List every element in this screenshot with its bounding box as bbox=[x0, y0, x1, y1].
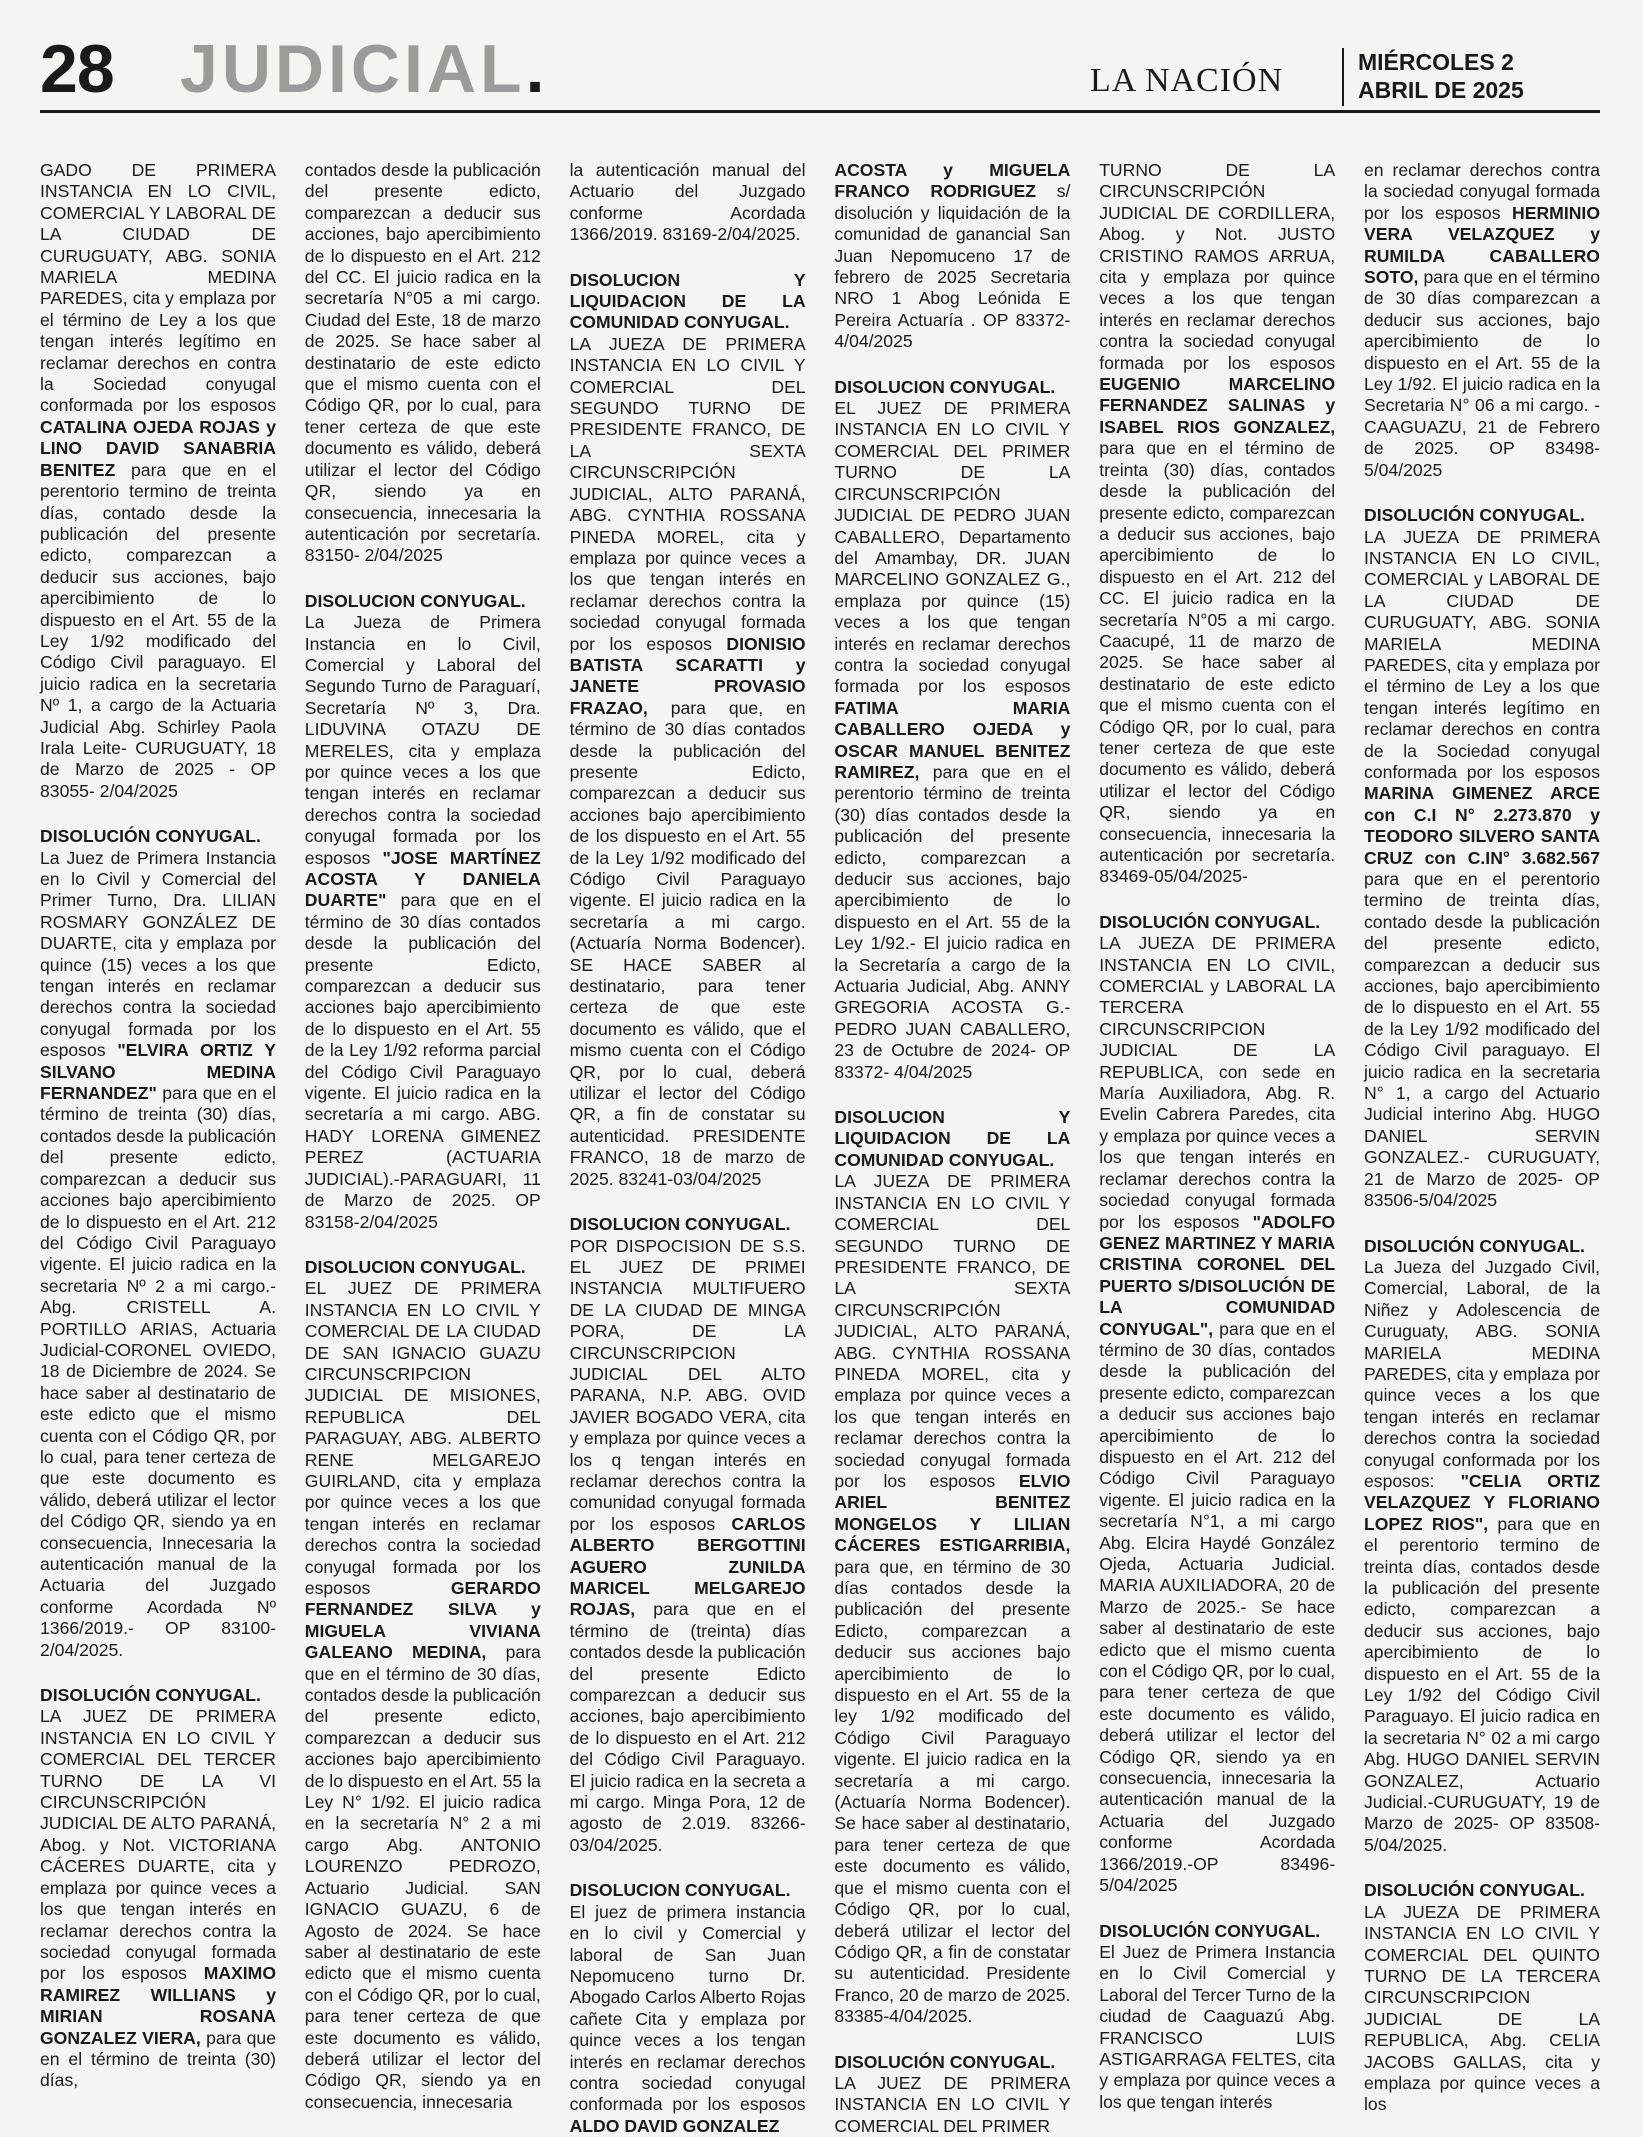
column-2 bbox=[304, 160, 541, 2112]
notice-text: en reclamar derechos contra la sociedad conyugal formada por los esposos bbox=[1364, 160, 1600, 223]
edict-notice bbox=[570, 270, 806, 1190]
notice-names: ELVIO ARIEL BENITEZ MONGELOS Y LILIAN CÁCERES ESTIGARRIBIA, bbox=[834, 1470, 1071, 1556]
edict-notice bbox=[1364, 505, 1600, 1211]
edict-notice bbox=[834, 377, 1070, 1083]
notice-title: DISOLUCIÓN CONYUGAL. bbox=[1364, 1235, 1585, 1256]
edict-notice bbox=[834, 1107, 1070, 2027]
notice-text: LA JUEZ DE PRIMERA INSTANCIA EN LO CIVIL Y COMERCIAL DEL PRIMER bbox=[834, 2072, 1071, 2136]
edict-columns bbox=[40, 160, 1601, 2136]
notice-text: El juez de primera instancia en lo civil y Comercial y laboral de San Juan Nepomuceno turno Dr. Abogado Carlos Alberto Rojas cañete Cita y emplaza por quince veces a los tengan interés en reclamar derechos contra sociedad conyugal conformada por los esposos bbox=[569, 1901, 806, 2115]
edict-notice bbox=[1099, 1921, 1335, 2114]
date-line-1: MIÉRCOLES 2 bbox=[1358, 49, 1514, 75]
notice-text: LA JUEZA DE PRIMERA INSTANCIA EN LO CIVIL, COMERCIAL y LABORAL DE LA CIUDAD DE CURUGUATY, ABG. SONIA MARIELA MEDINA PAREDES, cita y emplaza por el término de Ley a los que tengan interés legítimo en reclamar derechos en contra de la Sociedad conyugal conformada por los esposos bbox=[1364, 526, 1600, 782]
notice-names: ACOSTA y MIGUELA FRANCO RODRIGUEZ bbox=[834, 160, 1071, 202]
notice-names: CARLOS ALBERTO BERGOTTINI AGUERO ZUNILDA MARICEL MELGAREJO ROJAS, bbox=[569, 1513, 806, 1620]
notice-title: DISOLUCION CONYUGAL. bbox=[569, 1880, 791, 1901]
column-5 bbox=[1099, 160, 1336, 2112]
column-1 bbox=[40, 160, 277, 2091]
notice-text: La Jueza del Juzgado Civil, Comercial, Laboral, de la Niñez y Adolescencia de Curuguaty, ABG. SONIA MARIELA MEDINA PAREDES, cita y emplaza por quince veces a los que tengan interés en reclamar derechos contra la sociedad conyugal conformada por los esposos: bbox=[1364, 1256, 1600, 1491]
masthead bbox=[40, 24, 1600, 113]
notice-title: DISOLUCION CONYUGAL. bbox=[569, 1214, 791, 1235]
edict-notice bbox=[834, 160, 1070, 353]
notice-text-continued: para que en el perentorio término de treinta (30) días contados desde la publicación del presente edicto, comparezcan a deducir sus acciones, bajo apercibimiento de lo dispuesto en el Art. 55 de la Ley 1/92.- El juicio radica en la Secretaría a cargo de la Actuaria Judicial, Abg. ANNY GREGORIA ACOSTA G.-PEDRO JUAN CABALLERO, 23 de Octubre de 2024- OP 83372- 4/04/2025 bbox=[834, 761, 1071, 1082]
edict-notice bbox=[305, 591, 541, 1233]
notice-names: "ADOLFO GENEZ MARTINEZ Y MARIA CRISTINA CORONEL DEL PUERTO S/DISOLUCIÓN DE LA COMUNIDAD CONYUGAL", bbox=[1099, 1211, 1336, 1339]
notice-title: DISOLUCION Y LIQUIDACION DE LA COMUNIDAD CONYUGAL. bbox=[834, 1107, 1071, 1170]
notice-text-continued: para que en el término de treinta (30) días, contados desde la publicación del presente edicto, comparezcan a deducir sus acciones, bajo apercibimiento de lo dispuesto en el Art. 212 del CC. El juicio radica en la secretaría N°05 a mi cargo. Caacupé, 11 de marzo de 2025. Se hace saber al destinatario de este edicto que el mismo cuenta con el Código QR, por lo cual, para tener certeza de que este documento es válido, deberá utilizar el lector del Código QR, siendo ya en consecuencia, innecesaria la autenticación por secretaría. 83469-05/04/2025- bbox=[1099, 438, 1336, 887]
header-divider bbox=[1342, 48, 1344, 106]
notice-names: "JOSE MARTÍNEZ ACOSTA Y DANIELA DUARTE" bbox=[304, 847, 541, 911]
edict-notice bbox=[1364, 1236, 1600, 1857]
notice-text-continued: para que en el término de treinta (30) días, contados desde la publicación del presente edicto, comparezcan a deducir sus acciones bajo apercibimiento de lo dispuesto en el Art. 212 del Código Civil Paraguayo vigente. El juicio radica en la secretaria Nº 2 a mi cargo.- Abg. CRISTELL A. PORTILLO ARIAS, Actuaria Judicial-CORONEL OVIEDO, 18 de Diciembre de 2024. Se hace saber al destinatario de este edicto que el mismo cuenta con el Código QR, por lo cual, para tener certeza de que este documento es válido, deberá utilizar el lector del Código QR, siendo ya en consecuencia, Innecesaria la autenticación manual de la Actuaria del Juzgado conforme Acordada Nº 1366/2019.- OP 83100-2/04/2025. bbox=[40, 1083, 277, 1660]
column-4 bbox=[834, 160, 1071, 2136]
notice-text: contados desde la publicación del presente edicto, comparezcan a deducir sus acciones, bajo apercibimiento de lo dispuesto en el Art. 212 del CC. El juicio radica en la secretaría N°05 a mi cargo. Ciudad del Este, 18 de marzo de 2025. Se hace saber al destinatario de este edicto que el mismo cuenta con el Código QR, por lo cual, para tener certeza de que este documento es válido, deberá utilizar el lector del Código QR, siendo ya en consecuencia, innecesaria la autenticación por secretaría. 83150- 2/04/2025 bbox=[304, 160, 541, 566]
notice-title: DISOLUCIÓN CONYUGAL. bbox=[1099, 1920, 1321, 1941]
page-number: 28 bbox=[40, 31, 114, 107]
notice-title: DISOLUCIÓN CONYUGAL. bbox=[40, 1685, 261, 1706]
notice-text: LA JUEZ DE PRIMERA INSTANCIA EN LO CIVIL Y COMERCIAL DEL TERCER TURNO DE LA VI CIRCUNSCRIPCIÓN JUDICIAL DE ALTO PARANÁ, Abog. y Not. VICTORIANA CÁCERES DUARTE, cita y emplaza por quince veces a los que tengan interés en reclamar derechos contra la sociedad conyugal formada por los esposos bbox=[40, 1706, 276, 1984]
notice-title: DISOLUCIÓN CONYUGAL. bbox=[40, 826, 261, 847]
notice-title: DISOLUCIÓN CONYUGAL. bbox=[1099, 911, 1321, 932]
notice-names: MARINA GIMENEZ ARCE con C.I N° 2.273.870 y TEODORO SILVERO SANTA CRUZ con C.IN° 3.682.567 bbox=[1364, 783, 1600, 868]
notice-title: DISOLUCION CONYUGAL. bbox=[304, 1256, 526, 1277]
notice-title: DISOLUCIÓN CONYUGAL. bbox=[834, 2051, 1056, 2072]
notice-text-continued: para que en el término de treinta (30) días, bbox=[40, 2027, 276, 2091]
edict-notice bbox=[1099, 160, 1335, 888]
notice-names: "CELIA ORTIZ VELAZQUEZ Y FLORIANO LOPEZ RIOS", bbox=[1364, 1470, 1600, 1534]
edict-notice bbox=[40, 826, 276, 1661]
edict-notice bbox=[570, 160, 806, 246]
notice-names: MAXIMO RAMIREZ WILLIANS y MIRIAN ROSANA GONZALEZ VIERA, bbox=[40, 1963, 277, 2048]
notice-title: DISOLUCIÓN CONYUGAL. bbox=[1364, 1880, 1585, 1901]
notice-text-continued: para que en el perentorio termino de treinta días, contado desde la publicación del presente edicto, comparezcan a deducir sus acciones, bajo apercibimiento de lo dispuesto en el Art. 55 de la Ley 1/92 modificado del Código Civil paraguayo. El juicio radica en la secretaria N° 1, a cargo del Actuario Judicial interino Abg. HUGO DANIEL SERVIN GONZALEZ.- CURUGUATY, 21 de Marzo de 2025- OP 83506-5/04/2025 bbox=[1364, 869, 1600, 1211]
section-dot: . bbox=[525, 31, 549, 107]
publication-date bbox=[1358, 48, 1524, 104]
notice-title: DISOLUCION CONYUGAL. bbox=[834, 376, 1056, 397]
edict-notice bbox=[40, 1685, 276, 2092]
notice-text: LA JUEZA DE PRIMERA INSTANCIA EN LO CIVIL Y COMERCIAL DEL QUINTO TURNO DE LA TERCERA CIRCUNSCRIPCION JUDICIAL DE LA REPUBLICA, Abg. CELIA JACOBS GALLAS, cita y emplaza por quince veces a los bbox=[1364, 1901, 1600, 2115]
notice-names: "ELVIRA ORTIZ Y SILVANO MEDINA FERNANDEZ" bbox=[40, 1040, 276, 1104]
notice-text: LA JUEZA DE PRIMERA INSTANCIA EN LO CIVIL Y COMERCIAL DEL SEGUNDO TURNO DE PRESIDENTE FRANCO, DE LA SEXTA CIRCUNSCRIPCIÓN JUDICIAL, ALTO PARANÁ, ABG. CYNTHIA ROSSANA PINEDA MOREL, cita y emplaza por quince veces a los que tengan interés en reclamar derechos contra la sociedad conyugal formada por los esposos bbox=[569, 333, 806, 654]
edict-notice bbox=[834, 2052, 1070, 2137]
notice-text-continued: para que, en término de 30 días contados desde la publicación del presente Edicto, comparezcan a deducir sus acciones bajo apercibimiento de los dispuesto en el Art. 55 de la Ley 1/92 modificado del Código Civil Paraguayo vigente. El juicio radica en la secretaría a mi cargo. (Actuaría Norma Bodencer). SE HACE SABER al destinatario, para tener certeza de que este documento es válido, que el mismo cuenta con el Código QR, por lo cual, deberá utilizar el lector del Código QR, a fin de constatar su autenticidad. PRESIDENTE FRANCO, 18 de marzo de 2025. 83241-03/04/2025 bbox=[569, 697, 806, 1189]
notice-text: EL JUEZ DE PRIMERA INSTANCIA EN LO CIVIL Y COMERCIAL DEL PRIMER TURNO DE LA CIRCUNSCRIPCIÓN JUDICIAL DE PEDRO JUAN CABALLERO, Departamento del Amambay, DR. JUAN MARCELINO GONZALEZ G., emplaza por quince (15) veces a los que tengan interés en reclamar derechos contra la sociedad conyugal formada por los esposos bbox=[834, 398, 1071, 697]
notice-text-continued: s/ disolución y liquidación de la comunidad de ganancial San Juan Nepomuceno 17 de febrero de 2025 Secretaria NRO 1 Abog Leónida E Pereira Actuaría . OP 83372- 4/04/2025 bbox=[834, 181, 1071, 352]
edict-notice bbox=[570, 1880, 806, 2137]
notice-text: TURNO DE LA CIRCUNSCRIPCIÓN JUDICIAL DE CORDILLERA, Abog. y Not. JUSTO CRISTINO RAMOS ARRUA, cita y emplaza por quince veces a los que tengan interés en reclamar derechos contra la sociedad conyugal formada por los esposos bbox=[1099, 160, 1336, 373]
notice-text: La Juez de Primera Instancia en lo Civil y Comercial del Primer Turno, Dra. LILIAN ROSMARY GONZÁLEZ DE DUARTE, cita y emplaza por quince (15) veces a los que tengan interés en reclamar derechos contra la sociedad conyugal formada por los esposos bbox=[40, 847, 276, 1061]
edict-notice bbox=[1364, 1880, 1600, 2115]
edict-notice bbox=[305, 160, 541, 567]
section-title-text: JUDICIAL bbox=[180, 31, 526, 107]
edict-notice bbox=[1099, 912, 1335, 1897]
notice-names: CATALINA OJEDA ROJAS y LINO DAVID SANABRIA BENITEZ bbox=[40, 416, 276, 480]
notice-names: FATIMA MARIA CABALLERO OJEDA y OSCAR MANUEL BENITEZ RAMIREZ, bbox=[834, 697, 1071, 782]
notice-names: GERARDO FERNANDEZ SILVA y MIGUELA VIVIANA GALEANO MEDINA, bbox=[304, 1578, 541, 1663]
notice-text: LA JUEZA DE PRIMERA INSTANCIA EN LO CIVIL Y COMERCIAL DEL SEGUNDO TURNO DE PRESIDENTE FRANCO, DE LA SEXTA CIRCUNSCRIPCIÓN JUDICIAL, ALTO PARANÁ, ABG. CYNTHIA ROSSANA PINEDA MOREL, cita y emplaza por quince veces a los que tengan interés en reclamar derechos contra la sociedad conyugal formada por los esposos bbox=[834, 1171, 1071, 1491]
newspaper-logo: LA NACIÓN bbox=[1090, 62, 1284, 99]
date-line-2: ABRIL DE 2025 bbox=[1358, 77, 1524, 103]
notice-text-continued: para que en el perentorio termino de treinta días, contado desde la publicación del presente edicto, comparezcan a deducir sus acciones, bajo apercibimiento de lo dispuesto en el Art. 55 de la Ley 1/92 modificado del Código Civil paraguayo. El juicio radica en la secretaria Nº 1, a cargo de la Actuaria Judicial Abg. Schirley Paola Irala Leite- CURUGUATY, 18 de Marzo de 2025 - OP 83055- 2/04/2025 bbox=[40, 459, 277, 801]
section-title bbox=[180, 30, 548, 108]
notice-text: El Juez de Primera Instancia en lo Civil Comercial y Laboral del Tercer Turno de la ciudad de Caaguazú Abg. FRANCISCO LUIS ASTIGARRAGA FELTES, cita y emplaza por quince veces a los que tengan interés bbox=[1099, 1941, 1336, 2112]
notice-title: DISOLUCIÓN CONYUGAL. bbox=[1364, 505, 1585, 526]
notice-text-continued: para que en el término de 30 días, contados desde la publicación del presente edicto, comparezcan a deducir sus acciones bajo apercibimiento de lo dispuesto en el Art. 55 la Ley N° 1/92. El juicio radica en la secretaría N° 2 a mi cargo Abg. ANTONIO LOURENZO PEDROZO, Actuario Judicial. SAN IGNACIO GUAZU, 6 de Agosto de 2024. Se hace saber al destinatario de este edicto que el mismo cuenta con el Código QR, por lo cual, para tener certeza de que este documento es válido, deberá utilizar el lector del Código QR, siendo ya en consecuencia, innecesaria bbox=[304, 1642, 541, 2112]
notice-text-continued: para que en el término de 30 días comparezcan a deducir sus acciones, bajo apercibimiento de lo dispuesto en el Art. 55 de la Ley 1/92. El juicio radica en la Secretaria N° 06 a mi cargo. - CAAGUAZU, 21 de Febrero de 2025. OP 83498- 5/04/2025 bbox=[1364, 267, 1600, 480]
notice-text: LA JUEZA DE PRIMERA INSTANCIA EN LO CIVIL, COMERCIAL y LABORAL LA TERCERA CIRCUNSCRIPCION JUDICIAL DE LA REPUBLICA, con sede en María Auxiliadora, Abg. R. Evelin Cabrera Paredes, cita y emplaza por quince veces a los que tengan interés en reclamar derechos contra la sociedad conyugal formada por los esposos bbox=[1099, 933, 1336, 1232]
notice-text-continued: para que en el término de 30 días, contados desde la publicación del presente edicto, comparezcan a deducir sus acciones bajo apercibimiento de lo dispuesto en el Art. 212 del Código Civil Paraguayo vigente. El juicio radica en la secretaría N°1, a mi cargo Abg. Elcira Haydé González Ojeda, Actuaria Judicial. MARIA AUXILIADORA, 20 de Marzo de 2025.- Se hace saber al destinatario de este edicto que el mismo cuenta con el Código QR, por lo cual, para tener certeza de que este documento es válido, deberá utilizar el lector del Código QR, siendo ya en consecuencia, innecesaria la autenticación manual de la Actuaria del Juzgado conforme Acordada 1366/2019.-OP 83496-5/04/2025 bbox=[1099, 1318, 1336, 1896]
notice-names: EUGENIO MARCELINO FERNANDEZ SALINAS y ISABEL RIOS GONZALEZ, bbox=[1099, 374, 1336, 437]
column-3 bbox=[569, 160, 806, 2136]
notice-text-continued: para que en el término de (treinta) días contados desde la publicación del presente Edicto comparezcan a deducir sus acciones, bajo apercibimiento de lo dispuesto en el Art. 212 del Código Civil Paraguayo. El juicio radica en la secreta a mi cargo. Minga Pora, 12 de agosto de 2.019. 83266-03/04/2025. bbox=[569, 1599, 806, 1855]
notice-names: HERMINIO VERA VELAZQUEZ y RUMILDA CABALLERO SOTO, bbox=[1364, 202, 1600, 288]
notice-title: DISOLUCION Y LIQUIDACION DE LA COMUNIDAD CONYUGAL. bbox=[569, 269, 806, 333]
notice-text-continued: para que en el perentorio termino de treinta días, contados desde la publicación del presente edicto, comparezcan a deducir sus acciones, bajo apercibimiento de lo dispuesto en el Art. 55 de la Ley 1/92 del Código Civil Paraguayo. El juicio radica en la secretaria N° 02 a mi cargo Abg. HUGO DANIEL SERVIN GONZALEZ, Actuario Judicial.-CURUGUATY, 19 de Marzo de 2025- OP 83508- 5/04/2025. bbox=[1364, 1513, 1601, 1855]
notice-text-continued: para que, en término de 30 días contados desde la publicación del presente Edicto, comparezcan a deducir sus acciones bajo apercibimiento de lo dispuesto en el Art. 55 de la ley 1/92 modificado del Código Civil Paraguayo vigente. El juicio radica en la secretaría a mi cargo. (Actuaría Norma Bodencer). Se hace saber al destinatario, para tener certeza de que este documento es válido, que el mismo cuenta con el Código QR, por lo cual, deberá utilizar el lector del Código QR, a fin de constatar su autenticidad. Presidente Franco, 20 de marzo de 2025. 83385-4/04/2025. bbox=[834, 1556, 1071, 2027]
notice-text: POR DISPOCISION DE S.S. EL JUEZ DE PRIMEI INSTANCIA MULTIFUERO DE LA CIUDAD DE MINGA PORA, DE LA CIRCUNSCRIPCION JUDICIAL DEL ALTO PARANA, N.P. ABG. OVID JAVIER BOGADO VERA, cita y emplaza por quince veces a los q tengan interés en reclamar derechos contra la comunidad conyugal formada por los esposos bbox=[569, 1235, 806, 1534]
notice-text: la autenticación manual del Actuario del Juzgado conforme Acordada 1366/2019. 83169-2/04/2025. bbox=[569, 160, 806, 245]
edict-notice bbox=[570, 1214, 806, 1856]
notice-text: GADO DE PRIMERA INSTANCIA EN LO CIVIL, COMERCIAL Y LABORAL DE LA CIUDAD DE CURUGUATY, ABG. SONIA MARIELA MEDINA PAREDES, cita y emplaza por el término de Ley a los que tengan interés legítimo en reclamar derechos en contra la Sociedad conyugal conformada por los esposos bbox=[40, 160, 276, 416]
notice-names: ALDO DAVID GONZALEZ bbox=[569, 2115, 780, 2136]
notice-text-continued: para que en el término de 30 días contados desde la publicación del presente Edicto, comparezcan a deducir sus acciones bajo apercibimiento de lo dispuesto en el Art. 55 de la Ley 1/92 reforma parcial del Código Civil Paraguayo vigente. El juicio radica en la secretaría a mi cargo. ABG. HADY LORENA GIMENEZ PEREZ (ACTUARIA JUDICIAL).-PARAGUARI, 11 de Marzo de 2025. OP 83158-2/04/2025 bbox=[304, 890, 541, 1232]
notice-names: DIONISIO BATISTA SCARATTI y JANETE PROVASIO FRAZAO, bbox=[569, 633, 806, 718]
notice-title: DISOLUCION CONYUGAL. bbox=[304, 590, 526, 611]
notice-text: La Jueza de Primera Instancia en lo Civil, Comercial y Laboral del Segundo Turno de Paraguarí, Secretaría Nº 3, Dra. LIDUVINA OTAZU DE MERELES, cita y emplaza por quince veces a los que tengan interés en reclamar derechos contra la sociedad conyugal formada por los esposos bbox=[304, 612, 541, 868]
edict-notice bbox=[1364, 160, 1600, 481]
edict-notice bbox=[40, 160, 276, 802]
column-6 bbox=[1364, 160, 1601, 2115]
edict-notice bbox=[305, 1257, 541, 2113]
notice-text: EL JUEZ DE PRIMERA INSTANCIA EN LO CIVIL Y COMERCIAL DE LA CIUDAD DE SAN IGNACIO GUAZU CIRCUNSCRIPCION JUDICIAL DE MISIONES, REPUBLICA DEL PARAGUAY, ABG. ALBERTO RENE MELGAREJO GUIRLAND, cita y emplaza por quince veces a los que tengan interés en reclamar derechos contra la sociedad conyugal formada por los esposos bbox=[304, 1278, 541, 1598]
